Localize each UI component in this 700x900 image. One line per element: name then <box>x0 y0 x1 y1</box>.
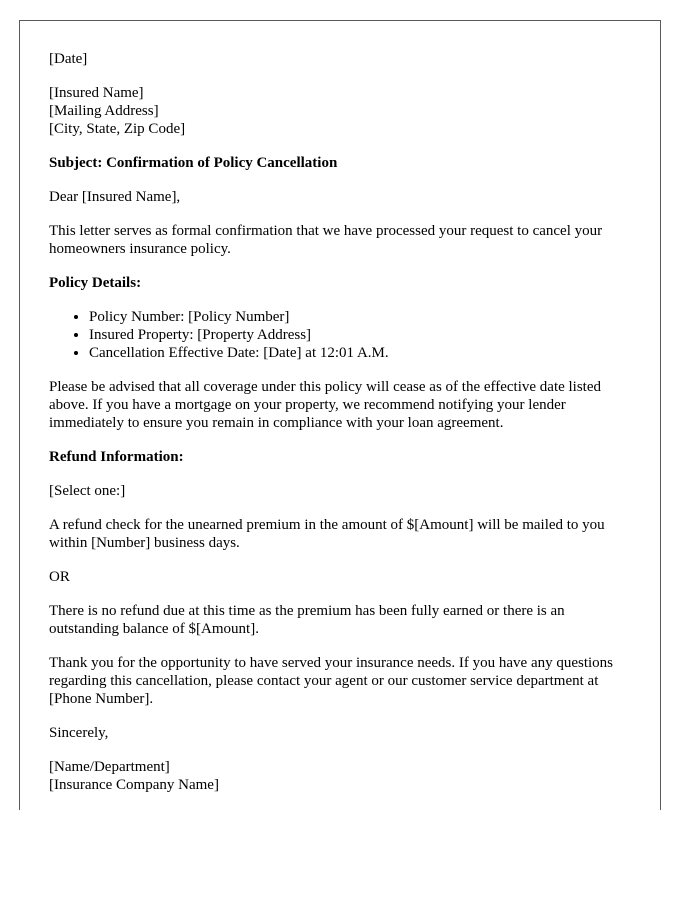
recipient-mailing-address: [Mailing Address] <box>49 103 159 119</box>
policy-detail-item: • Policy Number: [Policy Number] <box>89 308 631 326</box>
signature-name: [Name/Department] <box>49 759 170 775</box>
or-separator: OR <box>49 569 70 585</box>
policy-detail-item: • Insured Property: [Property Address] <box>89 326 631 344</box>
closing: Sincerely, <box>49 725 109 741</box>
letter-subject: Subject: Confirmation of Policy Cancellation <box>49 155 338 171</box>
letter-date: [Date] <box>49 51 88 67</box>
salutation: Dear [Insured Name], <box>49 189 181 205</box>
refund-option-2: There is no refund due at this time as the premium has been fully earned or there is an outstanding balance of $[Amount]. <box>49 603 565 637</box>
intro-paragraph: This letter serves as formal confirmation that we have processed your request to cancel your homeowners insurance policy. <box>49 223 603 257</box>
signature-block <box>49 758 631 794</box>
select-one-note: [Select one:] <box>49 483 126 499</box>
recipient-address <box>49 84 631 138</box>
refund-option-1: A refund check for the unearned premium in the amount of $[Amount] will be mailed to you within [Number] business days. <box>49 517 605 551</box>
policy-details-heading: Policy Details: <box>49 275 142 291</box>
coverage-notice-paragraph: Please be advised that all coverage under this policy will cease as of the effective date listed above. If you have a mortgage on your property, we recommend notifying your lender immediately to ensure you remain in compliance with your loan agreement. <box>49 379 602 431</box>
signature-company: [Insurance Company Name] <box>49 777 219 793</box>
thanks-paragraph: Thank you for the opportunity to have served your insurance needs. If you have any questions regarding this cancellation, please contact your agent or our customer service department at [Phone Number]. <box>49 655 614 707</box>
recipient-city: [City, State, Zip Code] <box>49 121 186 137</box>
policy-detail-item: • Cancellation Effective Date: [Date] at 12:01 A.M. <box>89 344 631 362</box>
refund-heading: Refund Information: <box>49 449 184 465</box>
letter-page <box>19 20 661 810</box>
policy-details-list <box>49 308 631 362</box>
recipient-name: [Insured Name] <box>49 85 144 101</box>
